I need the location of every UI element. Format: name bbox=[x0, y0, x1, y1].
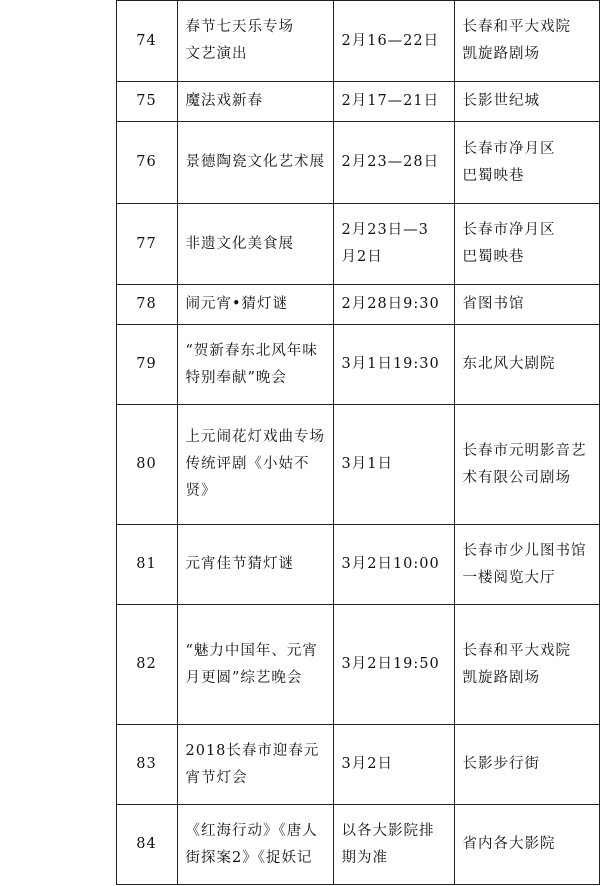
table-row bbox=[0, 1, 599, 82]
event-date: 3月1日19:30 bbox=[333, 325, 454, 405]
event-date: 3月2日19:50 bbox=[333, 605, 454, 725]
event-title: 上元闹花灯戏曲专场传统评剧《小姑不贤》 bbox=[177, 405, 333, 525]
event-title: 《红海行动》《唐人街探案2》《捉妖记 bbox=[177, 805, 333, 885]
event-venue: 长春市少儿图书馆一楼阅览大厅 bbox=[454, 525, 599, 605]
event-venue: 长春市净月区巴蜀映巷 bbox=[454, 122, 599, 204]
event-date: 2月16—22日 bbox=[333, 1, 454, 82]
event-date: 2月28日9:30 bbox=[333, 285, 454, 325]
event-title: 景德陶瓷文化艺术展 bbox=[177, 122, 333, 204]
row-number: 76 bbox=[116, 122, 177, 204]
event-date: 2月23日—3月2日 bbox=[333, 204, 454, 285]
row-number: 74 bbox=[116, 1, 177, 82]
row-number: 75 bbox=[116, 82, 177, 122]
event-title: “魅力中国年、元宵月更圆”综艺晚会 bbox=[177, 605, 333, 725]
row-number: 78 bbox=[116, 285, 177, 325]
event-venue: 省内各大影院 bbox=[454, 805, 599, 885]
event-title: 春节七天乐专场文艺演出 bbox=[177, 1, 333, 82]
event-venue: 长春和平大戏院凯旋路剧场 bbox=[454, 605, 599, 725]
event-venue: 长影世纪城 bbox=[454, 82, 599, 122]
event-venue: 省图书馆 bbox=[454, 285, 599, 325]
event-venue: 东北风大剧院 bbox=[454, 325, 599, 405]
event-title: “贺新春东北风年味特别奉献”晚会 bbox=[177, 325, 333, 405]
event-venue: 长春市元明影音艺术有限公司剧场 bbox=[454, 405, 599, 525]
event-date: 以各大影院排期为准 bbox=[333, 805, 454, 885]
event-date: 2月23—28日 bbox=[333, 122, 454, 204]
row-number: 81 bbox=[116, 525, 177, 605]
row-number: 80 bbox=[116, 405, 177, 525]
blank-gutter-cell bbox=[0, 1, 116, 885]
event-title: 魔法戏新春 bbox=[177, 82, 333, 122]
row-number: 79 bbox=[116, 325, 177, 405]
event-venue: 长春市净月区巴蜀映巷 bbox=[454, 204, 599, 285]
event-date: 3月2日10:00 bbox=[333, 525, 454, 605]
event-date: 3月1日 bbox=[333, 405, 454, 525]
event-date: 3月2日 bbox=[333, 725, 454, 805]
row-number: 77 bbox=[116, 204, 177, 285]
event-venue: 长影步行街 bbox=[454, 725, 599, 805]
event-title: 非遗文化美食展 bbox=[177, 204, 333, 285]
row-number: 82 bbox=[116, 605, 177, 725]
event-title: 闹元宵•猜灯谜 bbox=[177, 285, 333, 325]
event-title: 元宵佳节猜灯谜 bbox=[177, 525, 333, 605]
event-date: 2月17—21日 bbox=[333, 82, 454, 122]
event-venue: 长春和平大戏院凯旋路剧场 bbox=[454, 1, 599, 82]
row-number: 83 bbox=[116, 725, 177, 805]
event-title: 2018长春市迎春元宵节灯会 bbox=[177, 725, 333, 805]
row-number: 84 bbox=[116, 805, 177, 885]
